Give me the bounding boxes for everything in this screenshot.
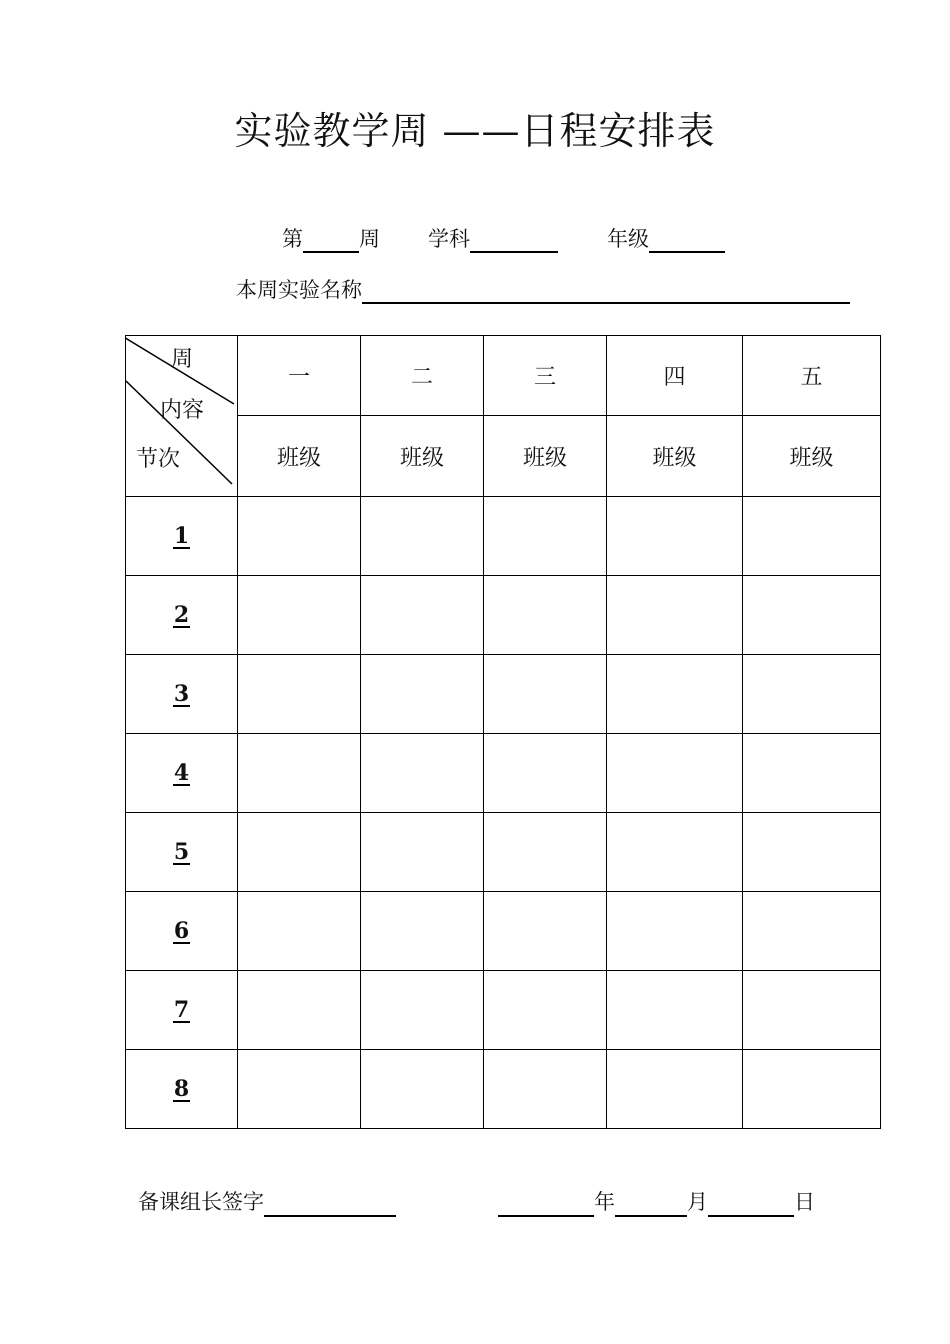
period-row-2 (126, 576, 881, 655)
schedule-cell[interactable] (361, 892, 484, 971)
experiment-blank[interactable] (362, 276, 850, 304)
day-header-thu: 四 (607, 336, 743, 416)
schedule-cell[interactable] (607, 971, 743, 1050)
period-number: 5 (173, 838, 190, 865)
period-cell (126, 892, 238, 971)
schedule-table (125, 335, 881, 1129)
period-row-4 (126, 734, 881, 813)
schedule-cell[interactable] (238, 892, 361, 971)
period-row-1 (126, 497, 881, 576)
class-header-tue: 班级 (361, 416, 484, 497)
subject-field (428, 225, 558, 253)
month-label: 月 (687, 1190, 708, 1214)
subject-blank[interactable] (470, 225, 558, 253)
period-number: 2 (173, 601, 190, 628)
schedule-cell[interactable] (484, 971, 607, 1050)
experiment-label: 本周实验名称 (236, 278, 362, 302)
schedule-cell[interactable] (743, 1050, 881, 1129)
period-number: 1 (173, 522, 190, 549)
day-blank[interactable] (708, 1185, 794, 1217)
schedule-cell[interactable] (361, 813, 484, 892)
schedule-cell[interactable] (361, 655, 484, 734)
schedule-cell[interactable] (607, 576, 743, 655)
schedule-cell[interactable] (743, 813, 881, 892)
week-suffix: 周 (359, 227, 380, 251)
period-row-3 (126, 655, 881, 734)
period-cell (126, 576, 238, 655)
schedule-cell[interactable] (361, 971, 484, 1050)
period-cell (126, 655, 238, 734)
period-number: 6 (173, 917, 190, 944)
period-cell (126, 734, 238, 813)
week-field (282, 225, 380, 253)
year-label: 年 (594, 1190, 615, 1214)
schedule-cell[interactable] (238, 655, 361, 734)
date-field (498, 1185, 815, 1217)
schedule-cell[interactable] (361, 497, 484, 576)
schedule-cell[interactable] (238, 497, 361, 576)
period-number: 3 (173, 680, 190, 707)
schedule-cell[interactable] (361, 1050, 484, 1129)
schedule-cell[interactable] (607, 892, 743, 971)
period-cell (126, 497, 238, 576)
period-row-8 (126, 1050, 881, 1129)
period-number: 4 (173, 759, 190, 786)
signature-blank[interactable] (264, 1185, 396, 1217)
corner-week-label: 周 (171, 347, 194, 372)
experiment-field (236, 276, 850, 304)
period-number: 7 (173, 996, 190, 1023)
schedule-cell[interactable] (361, 576, 484, 655)
day-header-mon: 一 (238, 336, 361, 416)
period-number: 8 (173, 1075, 190, 1102)
month-blank[interactable] (615, 1185, 687, 1217)
schedule-cell[interactable] (743, 971, 881, 1050)
class-header-wed: 班级 (484, 416, 607, 497)
schedule-cell[interactable] (484, 734, 607, 813)
signature-label: 备课组长签字 (138, 1190, 264, 1214)
schedule-cell[interactable] (743, 576, 881, 655)
corner-content-label: 内容 (160, 398, 205, 423)
class-header-fri: 班级 (743, 416, 881, 497)
page-title: 实验教学周 ——日程安排表 (234, 109, 716, 153)
corner-cell (126, 336, 238, 497)
schedule-cell[interactable] (484, 655, 607, 734)
schedule-cell[interactable] (238, 1050, 361, 1129)
period-cell (126, 813, 238, 892)
class-header-row (126, 416, 881, 497)
schedule-cell[interactable] (607, 1050, 743, 1129)
schedule-cell[interactable] (743, 734, 881, 813)
schedule-cell[interactable] (607, 655, 743, 734)
class-header-thu: 班级 (607, 416, 743, 497)
subject-label: 学科 (428, 227, 470, 251)
day-header-fri: 五 (743, 336, 881, 416)
schedule-cell[interactable] (238, 971, 361, 1050)
grade-field (607, 225, 725, 253)
year-blank[interactable] (498, 1185, 594, 1217)
class-header-mon: 班级 (238, 416, 361, 497)
schedule-cell[interactable] (484, 1050, 607, 1129)
signature-field (138, 1185, 396, 1217)
schedule-cell[interactable] (238, 734, 361, 813)
schedule-cell[interactable] (607, 497, 743, 576)
schedule-cell[interactable] (743, 497, 881, 576)
schedule-cell[interactable] (484, 813, 607, 892)
schedule-cell[interactable] (238, 576, 361, 655)
week-blank[interactable] (303, 225, 359, 253)
schedule-cell[interactable] (484, 576, 607, 655)
period-row-5 (126, 813, 881, 892)
period-cell (126, 1050, 238, 1129)
schedule-cell[interactable] (238, 813, 361, 892)
schedule-cell[interactable] (484, 892, 607, 971)
day-label: 日 (794, 1190, 815, 1214)
schedule-cell[interactable] (743, 892, 881, 971)
grade-label: 年级 (607, 227, 649, 251)
period-row-7 (126, 971, 881, 1050)
corner-period-label: 节次 (136, 447, 181, 472)
period-cell (126, 971, 238, 1050)
period-row-6 (126, 892, 881, 971)
grade-blank[interactable] (649, 225, 725, 253)
schedule-cell[interactable] (607, 813, 743, 892)
day-header-row (126, 336, 881, 416)
day-header-tue: 二 (361, 336, 484, 416)
day-header-wed: 三 (484, 336, 607, 416)
schedule-cell[interactable] (361, 734, 484, 813)
schedule-cell[interactable] (484, 497, 607, 576)
schedule-cell[interactable] (607, 734, 743, 813)
schedule-cell[interactable] (743, 655, 881, 734)
week-prefix: 第 (282, 227, 303, 251)
